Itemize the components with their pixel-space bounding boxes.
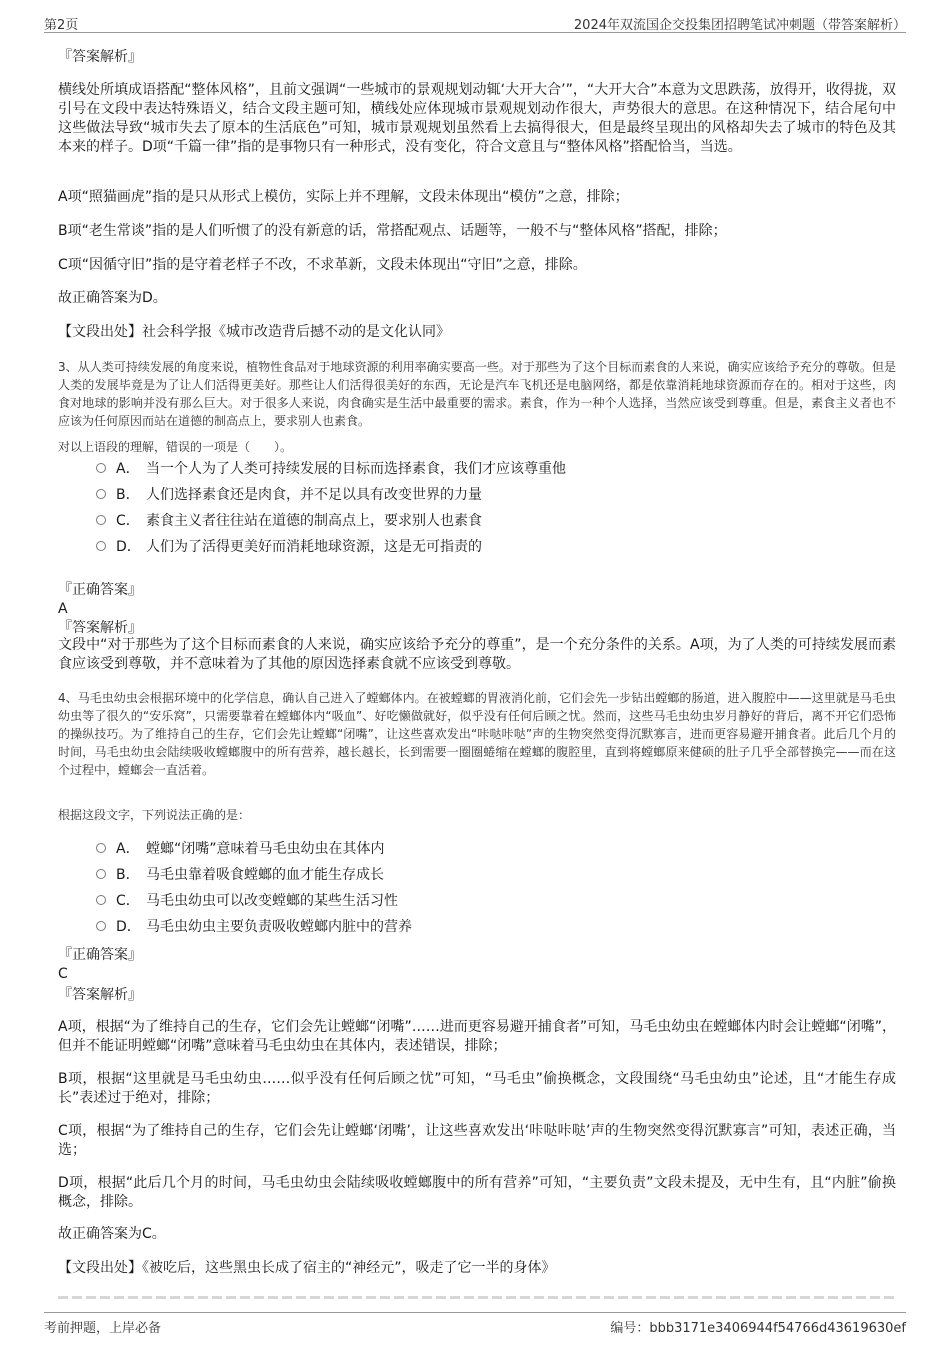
document-title: 2024年双流国企交投集团招聘笔试冲刺题（带答案解析）	[573, 18, 906, 33]
page-footer	[44, 1312, 906, 1336]
q4-source: 【文段出处】《被吃后，这些黑虫长成了宿主的“神经元”，吸走了它一半的身体》	[58, 1260, 556, 1276]
q4-answer-label: 『正确答案』	[58, 947, 142, 963]
q4-option-a[interactable]: A． 螳螂“闭嘴”意味着马毛虫幼虫在其体内	[96, 840, 385, 858]
q3-question: 对以上语段的理解，错误的一项是（ ）。	[58, 440, 293, 454]
q4-explain-a: A项，根据“为了维持自己的生存，它们会先让螳螂“闭嘴”……进而更容易避开捕食者”可知，马毛虫幼虫在螳螂体内时会让螳螂“闭嘴”，但并不能证明螳螂“闭嘴”意味着马毛虫幼虫在其体内，表述错误，排除；	[58, 1019, 896, 1054]
q4-question: 根据这段文字，下列说法正确的是：	[58, 808, 251, 822]
radio-icon[interactable]	[96, 869, 106, 879]
q4-option-b[interactable]: B． 马毛虫靠着吸食螳螂的血才能生存成长	[96, 866, 384, 884]
q3-option-c[interactable]: C． 素食主义者往往站在道德的制高点上，要求别人也素食	[96, 512, 482, 530]
radio-icon[interactable]	[96, 515, 106, 525]
q4-answer: C	[58, 966, 68, 982]
q4-explain-label: 『答案解析』	[58, 987, 142, 1003]
radio-icon[interactable]	[96, 489, 106, 499]
q2-explain-b: B项“老生常谈”指的是人们听惯了的没有新意的话，常搭配观点、话题等，一般不与“整体风格”搭配，排除；	[58, 223, 727, 239]
q2-explain-c: C项“因循守旧”指的是守着老样子不改，不求革新，文段未体现出“守旧”之意，排除。	[58, 257, 587, 273]
radio-icon[interactable]	[96, 463, 106, 473]
q3-answer-label: 『正确答案』	[58, 582, 142, 598]
q4-explain-d: D项，根据“此后几个月的时间，马毛虫幼虫会陆续吸收螳螂腹中的所有营养”可知，“主要负责”文段未提及，无中生有，且“内脏”偷换概念，排除。	[58, 1175, 896, 1210]
q3-answer: A	[58, 601, 68, 617]
q3-option-b[interactable]: B． 人们选择素食还是肉食，并不足以具有改变世界的力量	[96, 486, 482, 504]
cut-off-text-line	[58, 1294, 896, 1300]
q3-option-a[interactable]: A． 当一个人为了人类可持续发展的目标而选择素食，我们才应该尊重他	[96, 460, 566, 478]
q4-stem: 4、马毛虫幼虫会根据环境中的化学信息，确认自己进入了螳螂体内。在被螳螂的胃液消化前，它们会先一步钻出螳螂的肠道，进入腹腔中——这里就是马毛虫幼虫等了很久的“安乐窝”，只需要靠着在螳螂体内“吸血”、好吃懒做就好，似乎没有任何后顾之忧。然而，这些马毛虫幼虫岁月静好的背后，离不开它们恐怖的操纵技巧。为了维持自己的生存，它们会先让螳螂“闭嘴”，让这些喜欢发出“咔哒咔哒”声的生物突然变得沉默寡言，进而更容易避开捕食者。此后几个月的时间，马毛虫幼虫会陆续吸收螳螂腹中的所有营养，越长越长，长到需要一圈圈蜷缩在螳螂的腹腔里，直到将螳螂原来健硕的肚子几乎全部替换完——而在这个过程中，螳螂会一直活着。	[58, 691, 896, 777]
q3-explain: 文段中“对于那些为了这个目标而素食的人来说，确实应该给予充分的尊重”，是一个充分条件的关系。A项，为了人类的可持续发展而素食应该受到尊敬，并不意味着为了其他的原因选择素食就不应该受到尊敬。	[58, 637, 896, 672]
radio-icon[interactable]	[96, 921, 106, 931]
document-id: 编号：bbb3171e3406944f54766d43619630ef	[610, 1321, 906, 1336]
q2-source: 【文段出处】社会科学报《城市改造背后撼不动的是文化认同》	[58, 324, 450, 340]
page-header	[44, 12, 906, 33]
q2-explain-label: 『答案解析』	[58, 49, 142, 65]
page-number: 第2页	[44, 18, 79, 33]
q4-conclusion: 故正确答案为C。	[58, 1226, 166, 1242]
q4-explain-b: B项，根据“这里就是马毛虫幼虫……似乎没有任何后顾之忧”可知，“马毛虫”偷换概念，文段围绕“马毛虫幼虫”论述，且“才能生存成长”表述过于绝对，排除；	[58, 1071, 896, 1106]
q3-explain-label: 『答案解析』	[58, 620, 142, 636]
q3-stem: 3、从人类可持续发展的角度来说，植物性食品对于地球资源的利用率确实要高一些。对于那些为了这个目标而素食的人来说，确实应该给予充分的尊敬。但是人类的发展毕竟是为了让人们活得更美好。那些让人们活得很美好的东西，无论是汽车飞机还是电脑网络，都是依靠消耗地球资源而存在的。相对于这些，肉食对地球的影响并没有那么巨大。对于很多人来说，肉食确实是生活中最重要的需求。素食，作为一种个人选择，当然应该受到尊重。但是，素食主义者也不应该为任何原因而站在道德的制高点上，要求别人也素食。	[58, 360, 896, 428]
q4-explain-c: C项，根据“为了维持自己的生存，它们会先让螳螂‘闭嘴’，让这些喜欢发出‘咔哒咔哒’声的生物突然变得沉默寡言”可知，表述正确，当选；	[58, 1123, 896, 1158]
q2-explain-a: A项“照猫画虎”指的是只从形式上模仿，实际上并不理解，文段未体现出“模仿”之意，排除；	[58, 189, 629, 205]
footer-slogan: 考前押题，上岸必备	[44, 1321, 162, 1336]
q2-explain-main: 横线处所填成语搭配“整体风格”，且前文强调“一些城市的景观规划动辄‘大开大合’”，“大开大合”本意为文思跌荡，放得开，收得拢，双引号在文段中表达特殊语义，结合文段主题可知，横线处应体现城市景观规划动作很大，声势很大的意思。在这种情况下，结合尾句中这些做法导致“城市失去了原本的生活底色”可知，城市景观规划虽然看上去搞得很大，但是最终呈现出的风格却失去了城市的特色及其本来的样子。D项“千篇一律”指的是事物只有一种形式，没有变化，符合文意且与“整体风格”搭配恰当，当选。	[58, 82, 896, 155]
q4-option-d[interactable]: D． 马毛虫幼虫主要负责吸收螳螂内脏中的营养	[96, 918, 412, 936]
radio-icon[interactable]	[96, 541, 106, 551]
q2-conclusion: 故正确答案为D。	[58, 290, 167, 306]
q4-option-c[interactable]: C． 马毛虫幼虫可以改变螳螂的某些生活习性	[96, 892, 398, 910]
radio-icon[interactable]	[96, 843, 106, 853]
q3-option-d[interactable]: D． 人们为了活得更美好而消耗地球资源，这是无可指责的	[96, 538, 482, 556]
radio-icon[interactable]	[96, 895, 106, 905]
